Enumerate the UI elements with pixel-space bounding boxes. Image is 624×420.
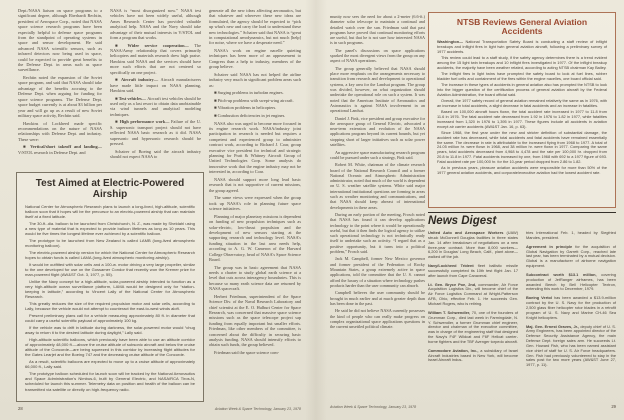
- paragraph: High-altitude scientific balloons, which previously have been able to use an altitude corridor of approximately 48,000 ft.—above the cruise altitude of subsonic aircraft and below the cruise altitude of the Concorde—are being squeezed in this corridor by increasing flight altitudes for the Gates Learjet and the Boeing 747 and the decreasing cruise altitude of the Concorde.: [25, 337, 195, 358]
- ntsb-article-box: [428, 12, 616, 208]
- paragraph-lead: Maj. Gen. Ernest Graves, Jr.,: [526, 323, 581, 329]
- paragraph: ■ High performance work— Failure of the U. S. supersonic transport project should not have reflected NASA basic research as it did. NASA supersonic and hypersonic research should be pressed.: [110, 119, 201, 147]
- paragraph: Washington— National Transportation Safety Board is conducting a staff review of inflight breakups and inflight fires in light twin general aviation aircraft, following a preliminary survey of 1977 accidents.: [437, 39, 607, 54]
- paragraph-lead: Washington—: [437, 39, 466, 45]
- airship-article-box: [16, 172, 204, 402]
- paragraph-lead: United Auto and Aerospace Workers: [428, 231, 507, 235]
- paragraph: ■ Wider service cooperation— The NASA/Army relationship that covers primarily helicopters and materials research drew high praise. Hawkins said NASA and the services should have more such efforts that are not centered so specifically on one project.: [110, 42, 201, 75]
- paragraph: The group generally believed that NASA should place more emphasis on the arrangements necessary to transition from research and development to operational systems, a key area for the Landsat program. The group was divided, however, on what organization should undertake the operational role on such a system. It was noted that the American Institute of Aeronautics and Astronautics is against NASA involvement in an operational Landsat.: [330, 65, 425, 114]
- paragraph-lead: Navy/Lockheed Trident: [428, 263, 478, 269]
- paragraph: generate all the new ideas affecting aeronautics, but that whatever and wherever these new ideas are formulated, the agency should be expected to “pick up what's new and carry the load to understand these new technologies.” Schairer said that NASA is “great in computational aerodynamics, but not much [help] for noise, where we have a desperate need.”: [209, 8, 301, 46]
- news-digest-rule: [428, 212, 616, 213]
- paragraph: During an early portion of the meeting, Frosch noted that NASA has found it can develop applications technology to the point where it would be operationally useful, but that it then finds the logical agency to utilize such operational technology is not technically ready itself to undertake such an activity. “I regard that as a positive opportunity, but it turns into a political problem,” Frosch said.: [330, 211, 425, 254]
- page-number-right: 29: [611, 404, 616, 409]
- paragraph-lead: Agreement in principle: [526, 243, 576, 249]
- paragraph: Commodore Aviation, Inc., a subsidiary of Israel Aircraft Industries based in New York, will become Israel Aircraft Indus-: [428, 347, 518, 363]
- footer-magazine-right: Aviation Week & Space Technology, January 23, 1978: [330, 405, 417, 409]
- paragraph: Friedman said the space science com-: [214, 350, 280, 355]
- airship-article-title: Test Aimed at Electric-Powered Airship: [35, 178, 185, 200]
- paragraph: United Auto and Aerospace Workers (UAW) struck McDonnell Douglas facilities in three states Jan. 14 after breakdown of negotiations on a new three-year contract. More than 8,000 workers—6,200 in Douglas' Long Beach, Calif., plant alone—walked off the job.: [428, 231, 518, 260]
- paragraph-lead: ■ Test vehicles—: [115, 95, 148, 101]
- paragraph: NASA is “most disorganized now.” NASA test vehicles have not been widely useful, although Ames Research Center has provided valuable analytical help. NASA and the Navy should take advantage of their mutual interests in V/STOL and form a program that works.: [110, 8, 201, 41]
- paragraph: Lt. Gen. Bryce Poe, 2nd, commander, Air Force Acquisition Logistics Div., will become chief of the Air Force Logistics Command at Wright-Patterson AFB, Ohio, effective Feb. 1. He succeeds Gen. Michael Rogers, who is retiring.: [428, 281, 518, 306]
- text-column-3: [209, 8, 301, 400]
- paragraph: ■ Combustion deficiencies in jet engines.: [214, 113, 286, 119]
- paragraph: Subcontract worth $13.1 million, covering production of JetRanger airframes, has been awarded Beech by Bell Helicopter Textron, extending this work to December, 1979.: [526, 271, 616, 292]
- paragraph: Robert M. White, chairman of the climate research board of the National Research Council and a former National Oceanic and Atmospheric Administration administrator, noted that much of the world is dependent on U. S. weather satellite systems. White said major international institutional questions are forming in areas such as weather monitoring and communications, and that NASA should keep abreast of international developments in these areas.: [330, 162, 425, 210]
- paragraph: Planning of major planetary missions is dependent on funding of new propulsion techniques such as solar-electric, low-thrust propulsion and the development of new sensors starting at the supporting research and technology level. NASA's funding situation in the last area needs help, according to A. G. W. Cameron of the Harvard College Observatory, head of NASA's Space Science Board.: [209, 213, 301, 262]
- paragraph-lead: ■ High performance work—: [115, 119, 172, 125]
- paragraph: If the vehicle was to drift in latitude during darkness, the solar-powered motor would “chug away to return it to the desired latitude during daylight,” Lally said.: [25, 325, 195, 336]
- paragraph: The same views were expressed when the group took up NASA's role in planning future space science initiatives.: [209, 195, 301, 212]
- paragraph: Unlike the Navy concept for a high-altitude, solar-powered airship intended to function as a very high-altitude ocean surveillance platform, LAMA would be designed only for “station-keeping in latitude,” according to Vincent Lally of the National Center for Atmospheric Research.: [25, 279, 195, 300]
- paragraph: The increase in these types of accidents in general aviation also has prompted the NTSB to look into the bigger question of the certification process of general aviation aircraft by the Federal Aviation Administration, the board official said.: [437, 82, 607, 97]
- paragraph: National Center for Atmospheric Research plans to launch a long-lived, high-altitude, scientific balloon soon that it hopes will be the precursor to an electric-powered airship that can maintain itself at a fixed latitude.: [25, 204, 195, 220]
- paragraph-lead: ■ Vertical/short takeoff and landing—: [23, 144, 102, 150]
- paragraph-lead: Commodore Aviation, Inc.,: [428, 347, 481, 353]
- paragraph: NASA also was urged to become more focused in its engine research work. NASA/industry joint participation in research is needed but requires a competent and experienced group to administer contract work, according to Richard J. Coar, group executive vice president for technical and strategic planning for Pratt & Whitney Aircraft Group of United Technologies Corp. Some analysts do innovative work that the engine industry may not be interested in, according to Coar.: [209, 120, 301, 175]
- airship-article-body: [25, 204, 195, 392]
- text-column-2: [110, 8, 201, 168]
- paragraph: The electric-powered airship version for which the National Center for Atmospheric Research hopes to obtain funds is called LAMA (long-lived atmospheric monitoring airship).: [25, 250, 195, 261]
- paragraph: Campbell believes the user community should be brought in much earlier and at much greater depth than has been done in the past.: [330, 290, 425, 306]
- paragraph: It would be outfitted with solar cells and a 100-w. motor driving a very large propeller, similar to the one developed for use on the Gossamer Condor that recently won the Kremer prize for man-powered flight (AW&ST Oct. 3, 1977, p. 55).: [25, 262, 195, 278]
- paragraph: ■ Vibration problems in helicopters.: [214, 105, 277, 111]
- text-column-1: [18, 8, 102, 168]
- paragraph-lead: Lt. Gen. Bryce Poe, 2nd,: [428, 281, 479, 287]
- news-digest-section: [428, 212, 616, 400]
- right-page-footer: [330, 404, 616, 409]
- news-digest-columns: [428, 231, 616, 372]
- paragraph: NASA should support more long lead basic research that is not supportive of current missions, the group agreed.: [209, 176, 301, 193]
- paragraph: Present preliminary plans call for a vehicle measuring approximately 80 ft. in diameter that could carry a useful scientific payload of approximately 100 kg.: [25, 313, 195, 324]
- paragraph: ■ Surging problems in turbofan engines.: [214, 90, 284, 96]
- paragraph: This greatly reduces the size of the required propulsion motor and solar cells, according to Lally, because the vehicle would not attempt to counteract the east-to-west winds aloft.: [25, 301, 195, 312]
- paragraph: Schairer said NASA has not helped the airline industry very much in significant problem areas such as:: [209, 71, 301, 88]
- ntsb-article-body: [437, 40, 607, 175]
- paragraph: Boeing Vertol has been awarded a $13.9-million contract by the U. S. Navy for the production of 2,500 glass fiber helicopter rotor blades in a retrofit program of U. S. Navy and Marine CH-46 Sea Knight helicopters.: [526, 295, 616, 320]
- paragraph: The 30-ft.-dia. balloon to be launched from Christchurch, N. Z., was made by Sheldahl using a new type of material that is expected to provide balloon lifetimes as long as 10 years. This would be five times the longest lifetime ever achieved by a scientific balloon.: [25, 221, 195, 237]
- news-digest-title: News Digest: [428, 215, 497, 227]
- paragraph: Jack M. Campbell, former New Mexico governor and former president of the Federation of Rocky Mountain States, a group extremely active in space applications, told the committee that the U. S. cannot afford the luxury of a situation where technology pushes products harder than the user community can absorb.: [330, 256, 425, 288]
- left-page-footer: [18, 406, 301, 411]
- paragraph: As in previous years, pleasure aviation accidents were responsible for more than 50% of the 1977 general aviation accidents, and corporate/executive aviation had the lowest accident rate.: [437, 164, 607, 175]
- page-number-left: 28: [18, 406, 23, 411]
- paragraph: Navy/Lockheed Trident fleet ballistic missile successfully completed its 10th test flight Jan. 17 after launch from Cape Canaveral.: [428, 263, 518, 278]
- paragraph: Hawkins of Lockheed made specific recommendations on the nature of NASA relationships with Defense Dept. and industry. These were:: [18, 120, 102, 142]
- paragraph: ■ Pitch-up problems with swept-wing aircraft.: [214, 97, 294, 103]
- paragraph: Agreement in principle for the acquisition of Global Navigation by Garrett Corp., reached late last year, has been terminated by a mutual decision. Global is a manufacturer of airborne navigation equipment.: [526, 243, 616, 269]
- paragraph: Rechtin noted the expansion of the Soviet space program, and said that NASA should take advantage of the benefits accruing to the Defense Dept. when arguing for funding for space science programs. The Defense Dept. space budget currently is at about $3 billion per year and will go up as a result of new Soviet military space activity, Rechtin said.: [18, 75, 102, 118]
- footer-magazine-left: Aviation Week & Space Technology, January 23, 1978: [214, 407, 301, 411]
- paragraph: tries International Feb. 1, headed by Siegfried Mandes, president.: [526, 231, 616, 240]
- paragraph: Since 1968, the first year under the new and stricter definition of substantial damage, the accident rate has decreased, while total accidents and fatal accidents have remained essentially the same. The decrease in rate is attributable to the increased flying from 1968 to 1977. A total of 24.05 million hr. were flown in 1968, and 38 million hr. were flown in 1977. Comparing the same years, total accidents decreased from 4,968 to 4,478 and the rate per 100,000 hr. dropped from 20.8 to 11.8 in 1977. Fatal accidents increased by one, from 1968 with 692 to a 1977 figure of 693. Fatal accident rate per 100,000 hr. for the 10-year period dropped from 2.86 to 1.82.: [437, 129, 607, 164]
- paragraph: The prototype to be launched from New Zealand is called LAMB (long-lived atmospheric monitoring balloon).: [25, 238, 195, 249]
- news-digest-column-1: [428, 231, 518, 372]
- paragraph-lead: William T. Schwendler,: [428, 309, 472, 315]
- paragraph: NASA's work on engine nacelle quieting techniques has been more of an appeasement to Congress than a help to industry, members of the group believe.: [209, 48, 301, 70]
- paragraph: The panel's discussions on space applications sparked the most divergent views from the group on any aspect of NASA operations.: [330, 47, 425, 64]
- news-digest-column-2: [526, 231, 616, 372]
- paragraph: The group was in basic agreement that NASA needs a charter to study global earth science at a level that cuts across interagency boundaries. This is because so many earth science data are returned by NASA spacecraft.: [209, 264, 301, 292]
- paragraph: ■ Test vehicles— Aircraft test vehicles should be used only as a last resort to obtain data unobtainable via wind tunnels and analytical modeling techniques.: [110, 95, 201, 117]
- paragraph: Herbert Friedman, superintendent of the Space Science Div. of the Naval Research Laboratory and chief scientist at the E. O. Hulburt Center for Space Research, was concerned that massive space science missions such as the space telescope project sap funding from equally important but smaller efforts. Friedman, like other members of the committee, is concerned about the difficulty in securing basic analysis funding. NASA should intensify efforts to obtain such funds, the group believed.: [209, 293, 301, 348]
- paragraph-lead: Boeing Vertol: [526, 295, 554, 301]
- paragraph: Dept./NASA liaison on space programs to a significant degree, although Eberhardt Rechtin, president of Aerospace Corp., noted that NASA space science research programs have been especially helpful to defense space programs from the standpoint of operating systems in space and sensor development. He said advanced NASA scientific sensors, such as infrared detectors now being used in space, could be expected to provide great benefits to the Defense Dept. in areas such as space surveillance.: [18, 8, 102, 73]
- ntsb-article-title: NTSB Reviews General Aviation Accidents: [456, 17, 588, 37]
- paragraph: The inflight fires in light twins have prompted the safety board to look at fuel lines, rubber bladder fuel cells and containment of the fires within the engine nacelles, one board official said.: [437, 71, 607, 81]
- paragraph: munity now sees the need for about a 2-meter (6.6-ft.) diameter solar telescope to maintain a continual and detailed watch over the sun. Friedman said that past programs have proved that continual monitoring efforts are useful, but that he is not sure how interested NASA is in such programs.: [330, 14, 425, 46]
- paragraph: Schairer of Boeing said the aircraft industry should not expect NASA to: [110, 148, 201, 160]
- text-column-4: [330, 14, 425, 398]
- paragraph: William T. Schwendler, 70, one of the founders of Grumman Corp., died last week in Farmingdale, N. Y. Schwendler, a former Grumman chief engineer, director and chairman of the executive committee, was in charge of the engineering staff that designed the Navy's F4F Wildcat and F6F Hellcat carrier-borne fighters and the TBF Avenger torpedo aircraft.: [428, 309, 518, 344]
- paragraph: Overall, the 1977 safety record of general aviation remained relatively the same as in 1976, with an increase in total accidents, a slight decrease in fatal accidents and an increase in fatalities.: [437, 98, 607, 108]
- paragraph-lead: ■ Wider service cooperation—: [115, 42, 195, 48]
- paragraph: Based on 100,000 aircraft hours flown, the total accident rate increased in 1977 to 11.8 from 11.6 in 1976. The fatal accident rate decreased from 1.92 in 1976 to 1.82 in 1977, while fatalities increased from 1,320 in 1976 to 1,395 in 1977. These figures include all accidents in aviation except air carrier accidents (AW&ST Jan. 16, p. 63).: [437, 109, 607, 129]
- right-page: [312, 0, 624, 420]
- paragraph-lead: ■ Aircraft industry—: [115, 77, 161, 83]
- paragraph: An aggressive space manufacturing research program could be pursued under such a strategy, Fink said.: [330, 149, 425, 160]
- paragraph-lead: Subcontract worth $13.1 million,: [526, 271, 602, 277]
- paragraph: Daniel J. Fink, vice president and group executive for the aerospace group of General Electric, advocated a near-term extension and evolution of the NASA applications program beyond its current bounds, but yet stopping short of larger initiatives such as solar power satellites.: [330, 115, 425, 148]
- paragraph: The prototype balloon scheduled for launch soon will be tracked by the National Aeronautics and Space Administration's Nimbus-6, built by General Electric, and NASA/RCA Tiros-N, scheduled for launch this summer. Telemetry data on position and health of the balloon can be transmitted via satellite or directly on high-frequency radio.: [25, 371, 195, 392]
- paragraph: As a result, scientific balloons are expected to move up to a cruise altitude of approximately 66,000 ft., Lally said.: [25, 359, 195, 370]
- paragraph: Maj. Gen. Ernest Graves, Jr., deputy chief of U. S. Army Engineers, has been appointed director of the Defense Security Assistance Agency, the main Defense Dept. foreign sales arm. He succeeds Lt. Gen. Howard Fish, who has been named assistant vice chief of staff for U. S. Air Force headquarters. Gen. Fish had previously volunteered to stay in the sales post for two more years (AW&ST June 27, 1977, p. 11).: [526, 323, 616, 368]
- paragraph: ■ Aircraft industry— Aircraft manufacturers have made little impact on NASA planning, Hawkins said.: [110, 77, 201, 94]
- paragraph: He said he did not believe NASA currently possesses the kind of people who can really make progress on complex organizational space applications questions in the current unsettled political climate.: [330, 308, 425, 330]
- paragraph: This review could lead to a staff study, if the safety agency determines there is a trend evident among the 15 light twin breakups and 10 inflight fires investigated in 1977. Of the inflight breakup accidents, the majority have been weather related, according to acting NTSB chairman Kay Bailey.: [437, 55, 607, 70]
- paragraph: ■ Vertical/short takeoff and landing— V/STOL research in Defense Dept. and: [18, 144, 102, 155]
